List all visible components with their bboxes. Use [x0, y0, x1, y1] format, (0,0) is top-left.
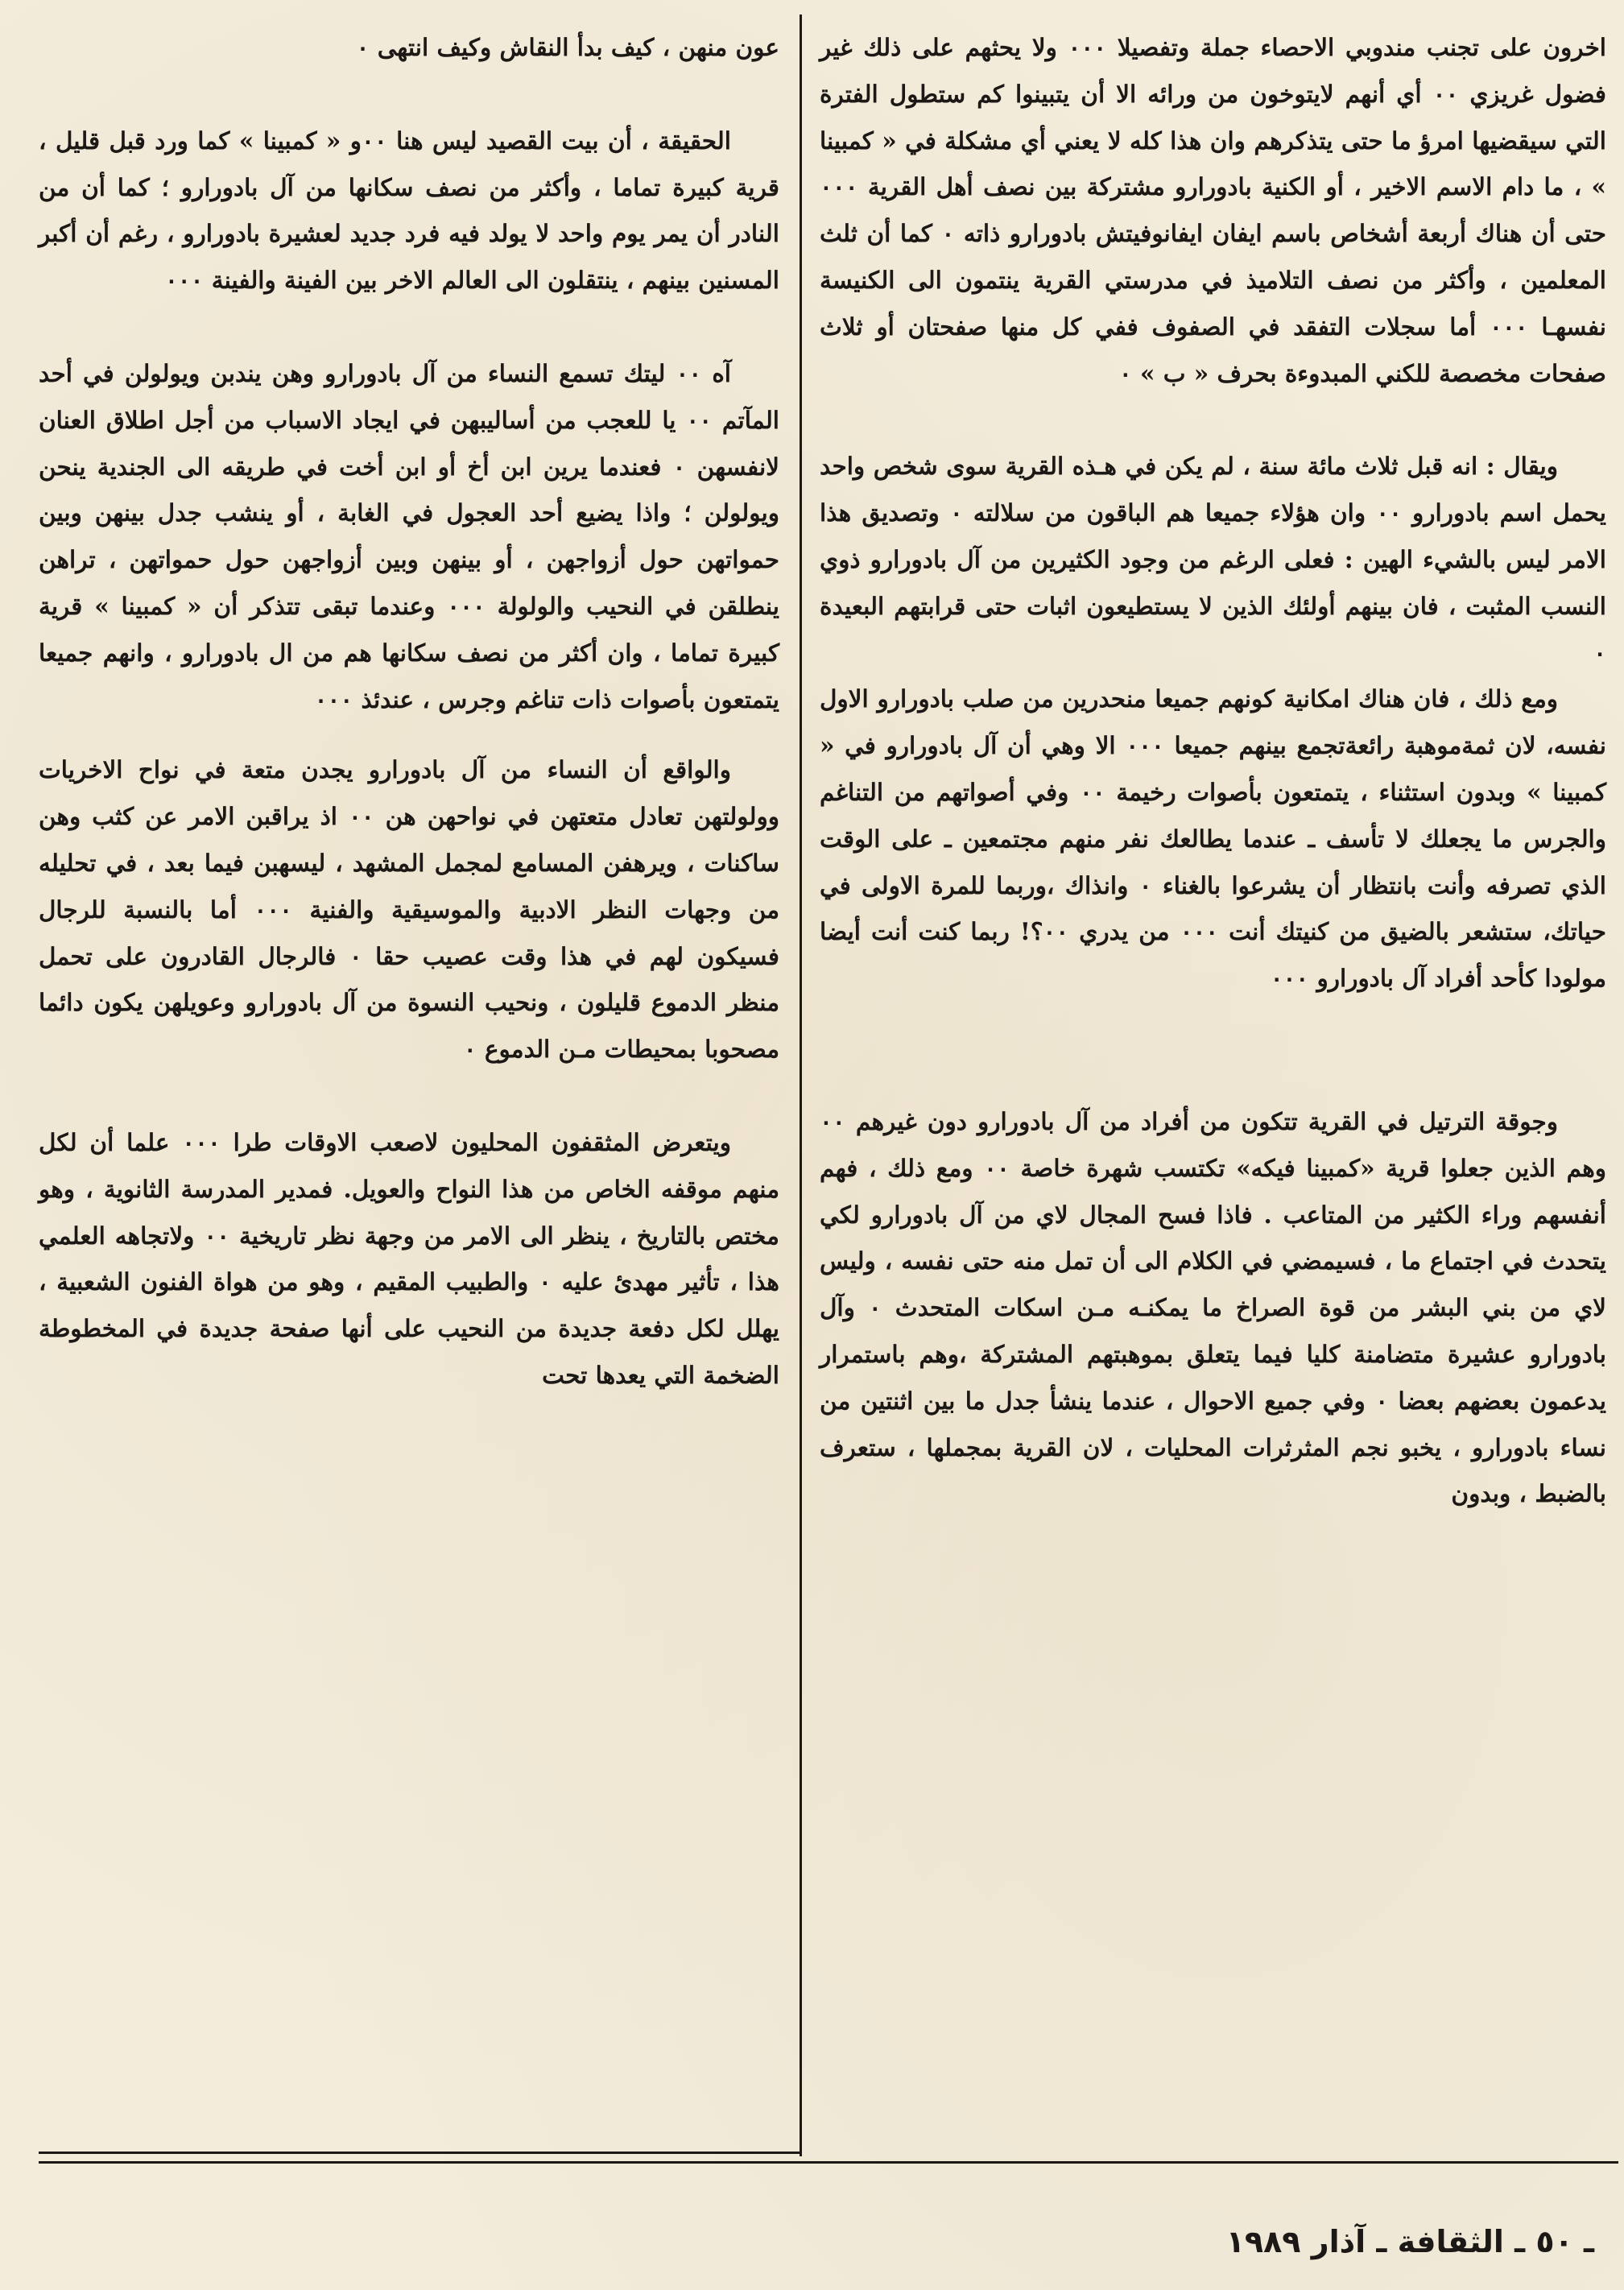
paragraph: ويقال : انه قبل ثلاث مائة سنة ، لم يكن في هـذه القرية سوى شخص واحد يحمل اسم بادورارو ٠٠ وان هؤلاء جميعا هم الباقون من سلالته ٠ وتصديق هذا الامر ليس بالشيء الهين : فعلى الرغم من وجود الكثيرين من آل بادورارو ذوي النسب المثبت ، فان بينهم أولئك الذين لا يستطيعون اثبات حتى قرابتهم البعيدة ٠ — [820, 452, 1606, 667]
paragraph: والواقع أن النساء من آل بادورارو يجدن متعة في نواح الاخريات وولولتهن تعادل متعتهن في نواحهن هن ٠٠ اذ يراقبن الامر عن كثب وهن ساكنات ، ويرهفن المسامع لمجمل المشهد ، ليسهبن فيما بعد ، في تحليله من وجهات النظر الادبية والموسيقية والفنية ٠٠٠ أما بالنسبة للرجال فسيكون لهم في هذا وقت عصيب حقا ٠ فالرجال القادرون على تحمل منظر الدموع قليلون ، ونحيب النسوة من آل بادورارو وعويلهن يكون دائما مصحوبا بمحيطات مـن الدموع ٠ — [39, 755, 780, 1064]
paragraph: آه ٠٠ ليتك تسمع النساء من آل بادورارو وهن يندبن ويولولن في أحد المآتم ٠٠ يا للعجب من أساليبهن في ايجاد الاسباب من أجل اطلاق العنان لانفسهن ٠ فعندما يرين ابن أخ أو ابن أخت في طريقه الى الجندية ينحن ويولولن ؛ واذا يضيع أحد العجول في الغابة ، أو ينشب جدل بينهن وبين حمواتهن حول أزواجهن ، أو بينهن وبين أزواجهن حول حمواتهن ، تراهن ينطلقن في النحيب والولولة ٠٠٠ وعندما تبقى تتذكر أن « كمبينا » قرية كبيرة تماما ، وان أكثر من نصف سكانها هم من ال بادورارو ، وانهم جميعا يتمتعون بأصوات ذات تناغم وجرس ، عندئذ ٠٠٠ — [39, 358, 779, 713]
page-footer: ـ ٥٠ ـ الثقافة ـ آذار ١٩٨٩ — [1225, 2224, 1594, 2259]
paragraph: وجوقة الترتيل في القرية تتكون من أفراد من آل بادورارو دون غيرهم ٠٠ وهم الذين جعلوا قرية «كمبينا فيكه» تكتسب شهرة خاصة ٠٠ ومع ذلك ، فهم أنفسهم وراء الكثير من المتاعب . فاذا فسح المجال لاي من آل بادورارو لكي يتحدث في اجتماع ما ، فسيمضي في الكلام الى أن تمل منه حتى نفسه ، وليس لاي من بني البشر من قوة الصراخ ما يمكنـه مـن اسكات المتحدث ٠ وآل بادورارو عشيرة متضامنة كليا فيما يتعلق بموهبتهم المشتركة ،وهم باستمرار يدعمون بعضهم بعضا ٠ وفي جميع الاحوال ، عندما ينشأ جدل ما بين اثنتين من نساء بادورارو ، يخبو نجم المثرثرات المحليات ، لان القرية بمجملها ، ستعرف بالضبط ، وبدون — [820, 1106, 1607, 1508]
paragraph: الحقيقة ، أن بيت القصيد ليس هنا ٠٠و « كمبينا » كما ورد قبل قليل ، قرية كبيرة تماما ، وأكثر من نصف سكانها من آل بادورارو ؛ كما أن من النادر أن يمر يوم واحد لا يولد فيه فرد جديد لعشيرة بادورارو ، رغم أن أكبر المسنين بينهم ، ينتقلون الى العالم الاخر بين الفينة والفينة ٠٠٠ — [39, 126, 779, 295]
paragraph: ومع ذلك ، فان هناك امكانية كونهم جميعا منحدرين من صلب بادورارو الاول نفسه، لان ثمةموهبة رائعةتجمع بينهم جميعا ٠٠٠ الا وهي أن آل بادورارو في « كمبينا » وبدون استثناء ، يتمتعون بأصوات رخيمة ٠٠ وفي أصواتهم من التناغم والجرس ما يجعلك لا تأسف ـ عندما يطالعك نفر منهم مجتمعين ـ على الوقت الذي تصرفه وأنت بانتظار أن يشرعوا بالغناء ٠ وانذاك ،وربما للمرة الاولى في حياتك، ستشعر بالضيق من كنيتك أنت ٠٠٠ من يدري ٠٠؟! ربما كنت أنت أيضا مولودا كأحد أفراد آل بادورارو ٠٠٠ — [820, 684, 1607, 993]
paragraph: اخرون على تجنب مندوبي الاحصاء جملة وتفصيلا ٠٠٠ ولا يحثهم على ذلك غير فضول غريزي ٠٠ أي أنهم لايتوخون من ورائه الا أن يتبينوا كم ستطول الفترة التي سيقضيها امرؤ ما حتى يتذكرهم وان هذا كله لا يعني أي مشكلة في « كمبينا » ، ما دام الاسم الاخير ، أو الكنية بادورارو مشتركة بين نصف أهل القرية ٠٠٠ حتى أن هناك أربعة أشخاص باسم ايفان ايفانوفيتش بادورارو ذاته ٠ كما أن ثلث المعلمين ، وأكثر من نصف التلاميذ في مدرستي القرية ينتمون الى الكنيسة نفسهـا ٠٠٠ أما سجلات التفقد في الصفوف ففي كل منها صفحتان أو ثلاث صفحات مخصصة للكني المبدوءة بحرف « ب » ٠ — [820, 33, 1607, 387]
paragraph: عون منهن ، كيف بدأ النقاش وكيف انتهى ٠ — [356, 33, 779, 61]
page-bottom-rule — [39, 2161, 1618, 2164]
column-divider — [800, 14, 802, 2156]
paragraph: ويتعرض المثقفون المحليون لاصعب الاوقات طرا ٠٠٠ علما أن لكل منهم موقفه الخاص من هذا النواح والعويل. فمدير المدرسة الثانوية ، وهو مختص بالتاريخ ، ينظر الى الامر من وجهة نظر تاريخية ٠٠ ولاتجاهه العلمي هذا ، تأثير مهدئ عليه ٠ والطبيب المقيم ، وهو من هواة الفنون الشعبية ، يهلل لكل دفعة جديدة من النحيب على أنها صفحة جديدة في المخطوطة الضخمة التي يعدها تحت — [39, 1127, 779, 1389]
left-column — [39, 24, 779, 1399]
right-column — [820, 24, 1606, 1517]
left-column-bottom-rule — [39, 2152, 800, 2154]
